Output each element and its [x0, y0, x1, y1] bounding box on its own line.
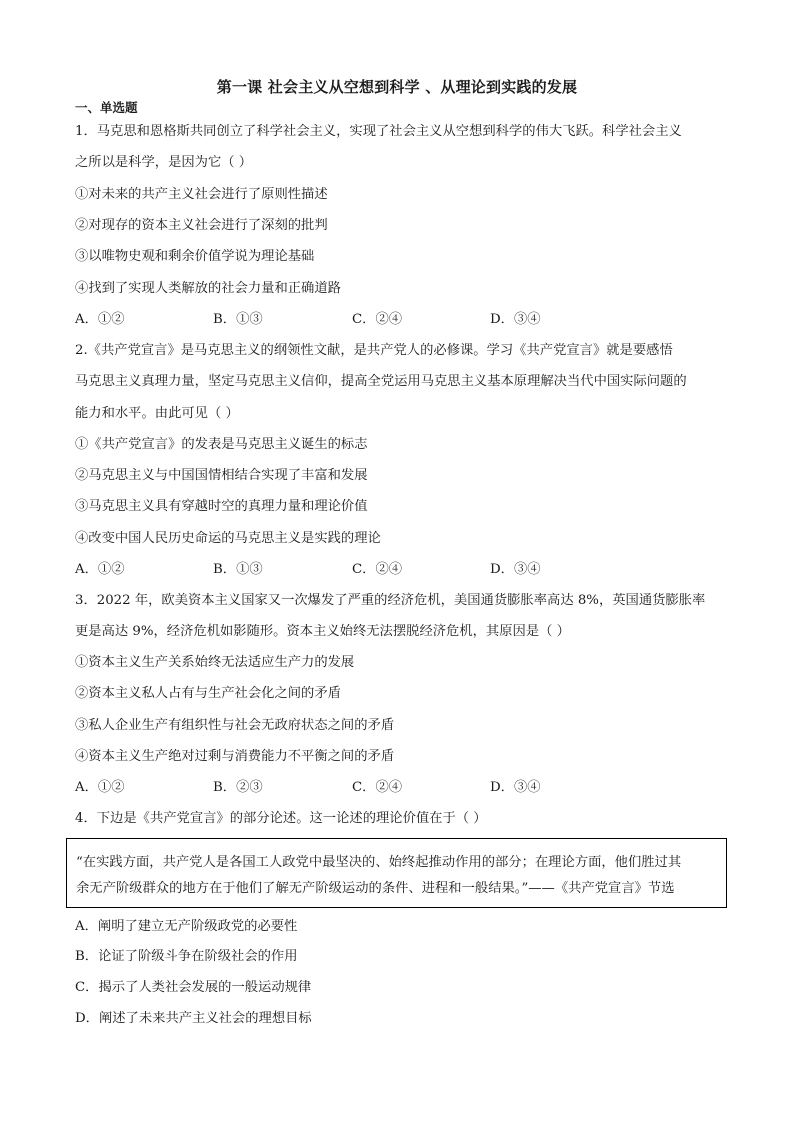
question-2-stem-line-3: 能力和水平。由此可见（ ） — [75, 406, 239, 421]
question-2-option-d[interactable]: D．③④ — [490, 562, 541, 577]
question-1-option-d[interactable]: D．③④ — [490, 312, 541, 327]
question-1-statement-2: ②对现存的资本主义社会进行了深刻的批判 — [75, 218, 328, 233]
question-2-option-a[interactable]: A．①② — [75, 562, 125, 577]
question-3-option-b[interactable]: B．②③ — [213, 780, 263, 795]
question-4-stem: 4．下边是《共产党宣言》的部分论述。这一论述的理论价值在于（ ） — [75, 811, 487, 826]
question-2-stem-line-1: 2.《共产党宣言》是马克思主义的纲领性文献，是共产党人的必修课。学习《共产党宣言》就是要感悟 — [75, 343, 673, 358]
quote-line-2: 余无产阶级群众的地方在于他们了解无产阶级运动的条件、进程和一般结果。”——《共产党宣言》节选 — [76, 881, 675, 896]
question-3-statement-4: ④资本主义生产绝对过剩与消费能力不平衡之间的矛盾 — [75, 749, 395, 764]
question-1-statement-3: ③以唯物史观和剩余价值学说为理论基础 — [75, 249, 315, 264]
quote-line-1: “在实践方面，共产党人是各国工人政党中最坚决的、始终起推动作用的部分；在理论方面，他们胜过其 — [76, 855, 682, 870]
question-2-statement-2: ②马克思主义与中国国情相结合实现了丰富和发展 — [75, 468, 368, 483]
question-2-statement-3: ③马克思主义具有穿越时空的真理力量和理论价值 — [75, 499, 368, 514]
question-1-statement-1: ①对未来的共产主义社会进行了原则性描述 — [75, 187, 328, 202]
question-4-option-c[interactable]: C．揭示了人类社会发展的一般运动规律 — [75, 980, 312, 995]
page-title: 第一课 社会主义从空想到科学 、从理论到实践的发展 — [216, 78, 578, 96]
question-3-stem-line-1: 3．2022 年，欧美资本主义国家又一次爆发了严重的经济危机，美国通货膨胀率高达 8%，英国通货膨胀率 — [75, 593, 706, 608]
question-4-option-a[interactable]: A．阐明了建立无产阶级政党的必要性 — [75, 919, 298, 934]
question-1-option-b[interactable]: B．①③ — [213, 312, 263, 327]
question-4-option-d[interactable]: D．阐述了未来共产主义社会的理想目标 — [75, 1011, 312, 1026]
question-1-statement-4: ④找到了实现人类解放的社会力量和正确道路 — [75, 281, 341, 296]
question-1-stem-line-1: 1．马克思和恩格斯共同创立了科学社会主义，实现了社会主义从空想到科学的伟大飞跃。科学社会主义 — [75, 124, 682, 139]
question-3-statement-3: ③私人企业生产有组织性与社会无政府状态之间的矛盾 — [75, 718, 395, 733]
section-heading: 一、单选题 — [75, 100, 138, 115]
quote-box — [66, 838, 727, 908]
question-2-stem-line-2: 马克思主义真理力量，坚定马克思主义信仰，提高全党运用马克思主义基本原理解决当代中国实际问题的 — [75, 374, 687, 389]
question-3-statement-2: ②资本主义私人占有与生产社会化之间的矛盾 — [75, 686, 341, 701]
question-1-option-a[interactable]: A．①② — [75, 312, 125, 327]
question-2-statement-4: ④改变中国人民历史命运的马克思主义是实践的理论 — [75, 531, 381, 546]
question-1-option-c[interactable]: C．②④ — [352, 312, 403, 327]
question-1-stem-line-2: 之所以是科学，是因为它（ ） — [75, 155, 253, 170]
question-2-statement-1: ①《共产党宣言》的发表是马克思主义诞生的标志 — [75, 437, 368, 452]
question-4-option-b[interactable]: B．论证了阶级斗争在阶级社会的作用 — [75, 949, 298, 964]
question-3-option-c[interactable]: C．②④ — [352, 780, 403, 795]
question-2-option-c[interactable]: C．②④ — [352, 562, 403, 577]
question-2-option-b[interactable]: B．①③ — [213, 562, 263, 577]
question-3-statement-1: ①资本主义生产关系始终无法适应生产力的发展 — [75, 655, 355, 670]
question-3-option-d[interactable]: D．③④ — [490, 780, 541, 795]
question-3-stem-line-2: 更是高达 9%，经济危机如影随形。资本主义始终无法摆脱经济危机，其原因是（ ） — [75, 624, 570, 639]
question-3-option-a[interactable]: A．①② — [75, 780, 125, 795]
